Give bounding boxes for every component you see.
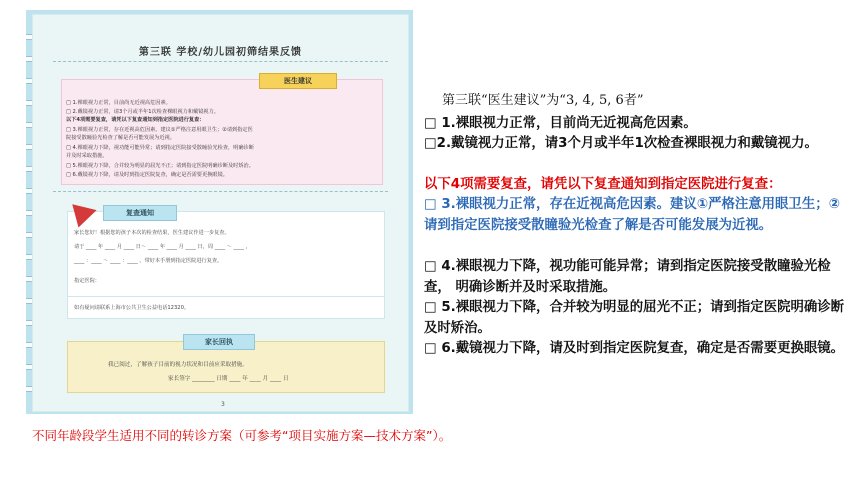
footer-note: 不同年龄段学生适用不同的转诊方案（可参考“项目实施方案—技术方案”）。	[32, 428, 452, 443]
divider	[53, 191, 388, 192]
advice-line: □ 5.裸眼视力下降，合并较为明显的屈光不正；请到指定医院明确诊断及时矫治。	[66, 163, 254, 169]
receipt-text: 我已阅过，了解孩子目前的视力状况和目前应采取措施。	[108, 362, 248, 368]
recheck-line: ____ ：____ ～ ____ ：____ ，带好本手册到指定医院进行复查。	[74, 258, 223, 264]
advice-line: □ 2.戴镜视力正常，请3个月或半年1次检查裸眼视力和戴镜视力。	[66, 109, 219, 115]
item-5: □ 5.裸眼视力下降，合并较为明显的屈光不正；请到指定医院明确诊断及时矫治。	[424, 300, 845, 336]
section-heading: 第三联“医生建议”为“3, 4, 5, 6者”	[442, 93, 644, 108]
recheck-notice-line: 以下4项需要复查，请凭以下复查通知到指定医院进行复查：	[424, 177, 782, 192]
recheck-line: 指定医院：	[74, 278, 100, 284]
receipt-signature: 家长签字 ________ 日期 ____ 年 ____ 月 ____ 日	[168, 376, 289, 382]
recheck-notice-box	[67, 211, 385, 319]
item-3: □ 3.裸眼视力正常，存在近视高危因素。建议①严格注意用眼卫生；②请到指定医院接受散瞳验光检查了解是否可能发展为近视。	[424, 197, 840, 233]
recheck-line: 家长您好！根据您的孩子本次的检查结果，医生建议作进一步复查。	[74, 230, 230, 236]
page-number: 3	[221, 401, 225, 408]
booklet-page-image	[26, 10, 413, 414]
divider	[53, 61, 388, 62]
recheck-notice-tag: 复查通知	[103, 205, 177, 221]
advice-line: 院接受散瞳验光检查了解是否可能发展为近视。	[66, 135, 175, 141]
advice-line: □ 1.裸眼视力正常，目前尚无近视高危因素。	[66, 100, 171, 106]
doctor-advice-tag: 医生建议	[259, 73, 337, 89]
booklet-inner-page	[32, 14, 409, 412]
item-6: □ 6.戴镜视力下降，请及时到指定医院复查，确定是否需要更换眼镜。	[424, 341, 845, 356]
booklet-title: 第三联 学校/幼儿园初筛结果反馈	[138, 47, 303, 58]
recheck-line: 请于 ____ 年 ____ 月 ____ 日～ ____ 年 ____ 月 ____ 日，周 ____ ～ ____ ，	[74, 244, 251, 250]
parent-receipt-tag: 家长回执	[183, 334, 255, 350]
advice-line: □ 4.裸眼视力下降，视功能可能异常；请到指定医院接受散瞳验光检查，明确诊断	[66, 145, 254, 151]
advice-line: 以下4项需要复查，请凭以下复查通知到指定医院进行复查：	[66, 117, 205, 123]
advice-line: □ 3.裸眼视力正常，存在近视高危因素。建议①严格注意用眼卫生；②请到指定医	[66, 127, 253, 133]
divider	[68, 296, 384, 297]
doctor-advice-box	[61, 79, 383, 185]
item-1: □ 1.裸眼视力正常，目前尚无近视高危因素。	[424, 116, 697, 131]
advice-line: 并及时采取措施。	[66, 153, 108, 159]
item-2: □2.戴镜视力正常，请3个月或半年1次检查裸眼视力和戴镜视力。	[424, 136, 818, 151]
item-4: □ 4.裸眼视力下降，视功能可能异常；请到指定医院接受散瞳验光检查， 明确诊断并及时采取措施。	[424, 259, 831, 295]
recheck-note: 如有疑问请联系上海市公共卫生公益电话12320。	[74, 305, 190, 311]
advice-line: □ 6.戴镜视力下降，请及时到指定医院复查，确定是否需要更换眼镜。	[66, 172, 228, 178]
